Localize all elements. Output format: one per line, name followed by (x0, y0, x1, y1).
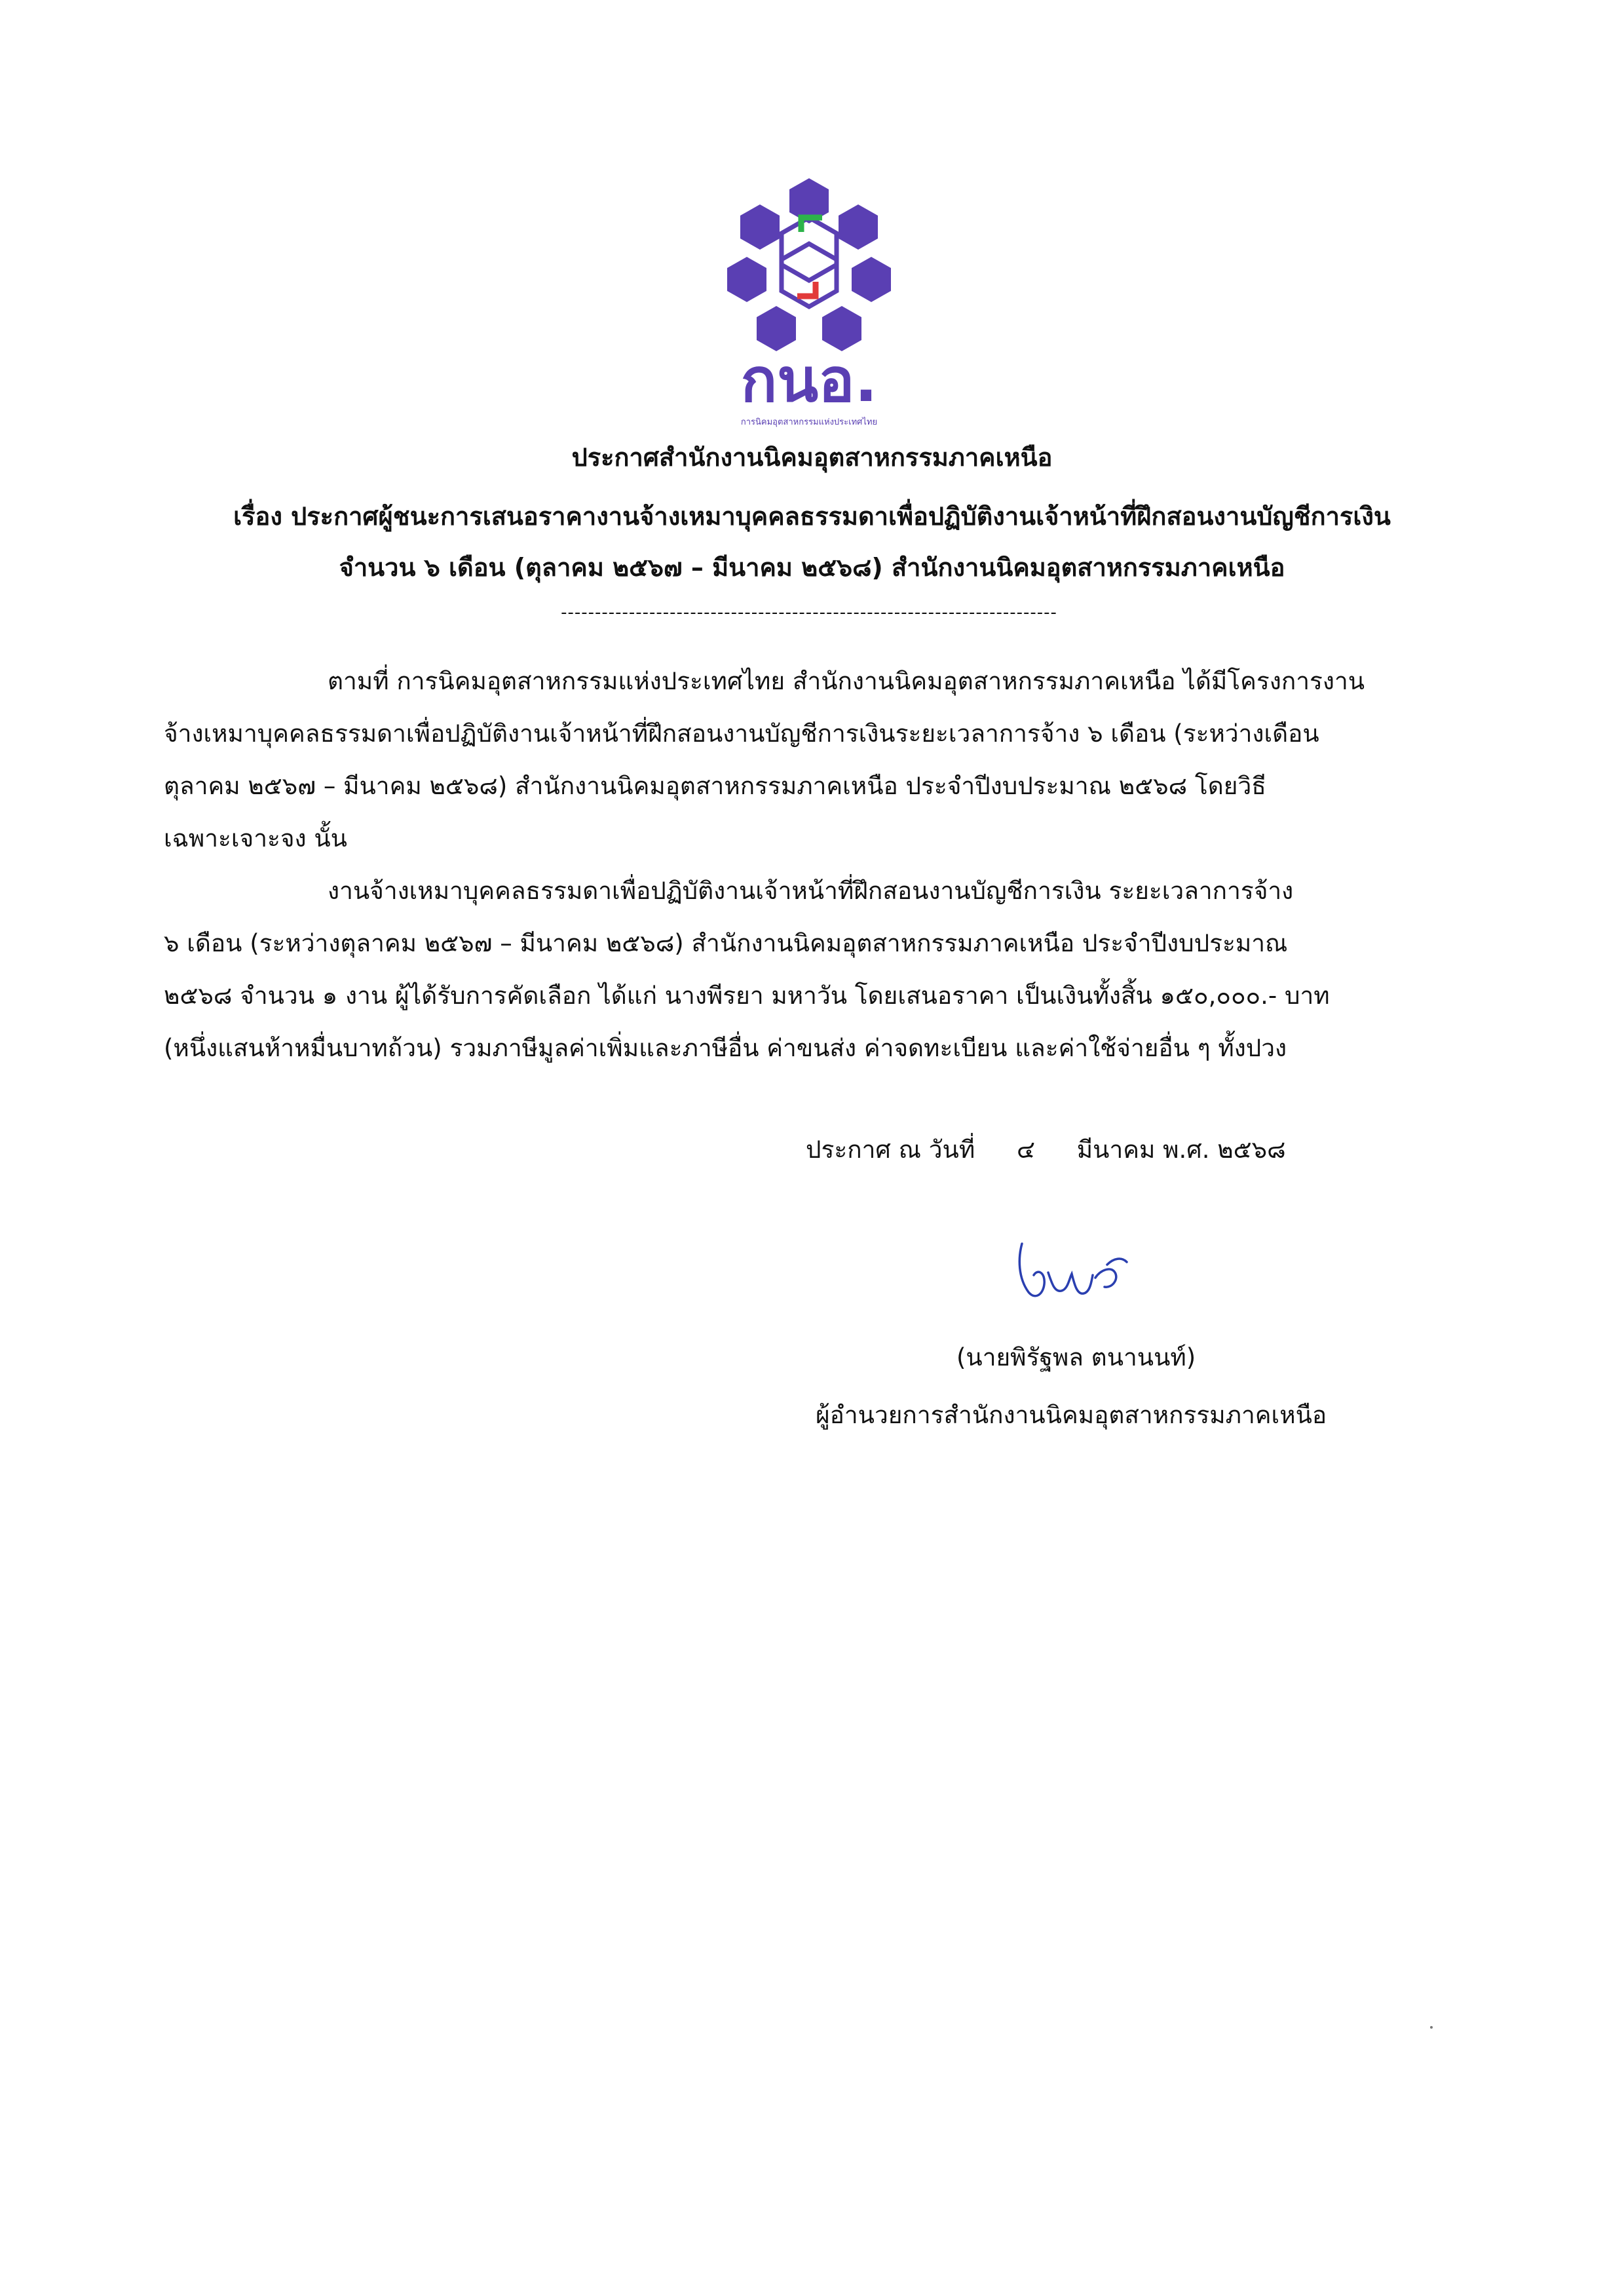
handwritten-signature (1009, 1232, 1140, 1304)
announcement-subject-cont: จำนวน ๖ เดือน (ตุลาคม ๒๕๖๗ – มีนาคม ๒๕๖๘) สำนักงานนิคมอุตสาหกรรมภาคเหนือ (339, 553, 1285, 582)
scan-speck (1430, 2026, 1433, 2029)
logo-subtitle: การนิคมอุตสาหกรรมแห่งประเทศไทย (740, 417, 878, 427)
paragraph-2-line-2: ๖ เดือน (ระหว่างตุลาคม ๒๕๖๗ – มีนาคม ๒๕๖๘) สำนักงานนิคมอุตสาหกรรมภาคเหนือ ประจำปีงบประมาณ (164, 929, 1288, 957)
logo-acronym: กนอ. (740, 345, 878, 415)
paragraph-2-line-4: (หนึ่งแสนห้าหมื่นบาทถ้วน) รวมภาษีมูลค่าเพิ่มและภาษีอื่น ค่าขนส่ง ค่าจดทะเบียน และค่าใช้จ่ายอื่น ๆ ทั้งปวง (164, 1034, 1287, 1062)
signer-name: (นายพิรัฐพล ตนานนท์) (956, 1343, 1196, 1371)
paragraph-1-line-1: ตามที่ การนิคมอุตสาหกรรมแห่งประเทศไทย สำนักงานนิคมอุตสาหกรรมภาคเหนือ ได้มีโครงการงาน (328, 667, 1365, 695)
paragraph-1-line-2: จ้างเหมาบุคคลธรรมดาเพื่อปฏิบัติงานเจ้าหน้าที่ฝึกสอนงานบัญชีการเงินระยะเวลาการจ้าง ๖ เดือน (ระหว่างเดือน (164, 719, 1319, 748)
signer-title: ผู้อำนวยการสำนักงานนิคมอุตสาหกรรมภาคเหนือ (816, 1401, 1327, 1429)
date-day: ๔ (1016, 1136, 1035, 1164)
separator-line: ------------------------------------------------------------------------- (561, 603, 1057, 622)
paragraph-2-line-1: งานจ้างเหมาบุคคลธรรมดาเพื่อปฏิบัติงานเจ้าหน้าที่ฝึกสอนงานบัญชีการเงิน ระยะเวลาการจ้าง (328, 877, 1294, 905)
announcement-subject: เรื่อง ประกาศผู้ชนะการเสนอราคางานจ้างเหมาบุคคลธรรมดาเพื่อปฏิบัติงานเจ้าหน้าที่ฝึกสอนงานบัญชีการเงิน (233, 502, 1391, 531)
announcement-date (806, 1130, 1286, 1170)
paragraph-1-line-3: ตุลาคม ๒๕๖๗ – มีนาคม ๒๕๖๘) สำนักงานนิคมอุตสาหกรรมภาคเหนือ ประจำปีงบประมาณ ๒๕๖๘ โดยวิธี (164, 772, 1266, 800)
announcement-title: ประกาศสำนักงานนิคมอุตสาหกรรมภาคเหนือ (571, 443, 1053, 472)
date-prefix: ประกาศ ณ วันที่ (806, 1136, 975, 1164)
ieat-logo (724, 172, 894, 434)
paragraph-2-line-3: ๒๕๖๘ จำนวน ๑ งาน ผู้ได้รับการคัดเลือก ได้แก่ นางพีรยา มหาวัน โดยเสนอราคา เป็นเงินทั้งสิ้น ๑๕๐,๐๐๐.- บาท (164, 982, 1330, 1010)
paragraph-1-line-4: เฉพาะเจาะจง นั้น (164, 824, 347, 852)
date-month-year: มีนาคม พ.ศ. ๒๕๖๘ (1076, 1136, 1286, 1164)
